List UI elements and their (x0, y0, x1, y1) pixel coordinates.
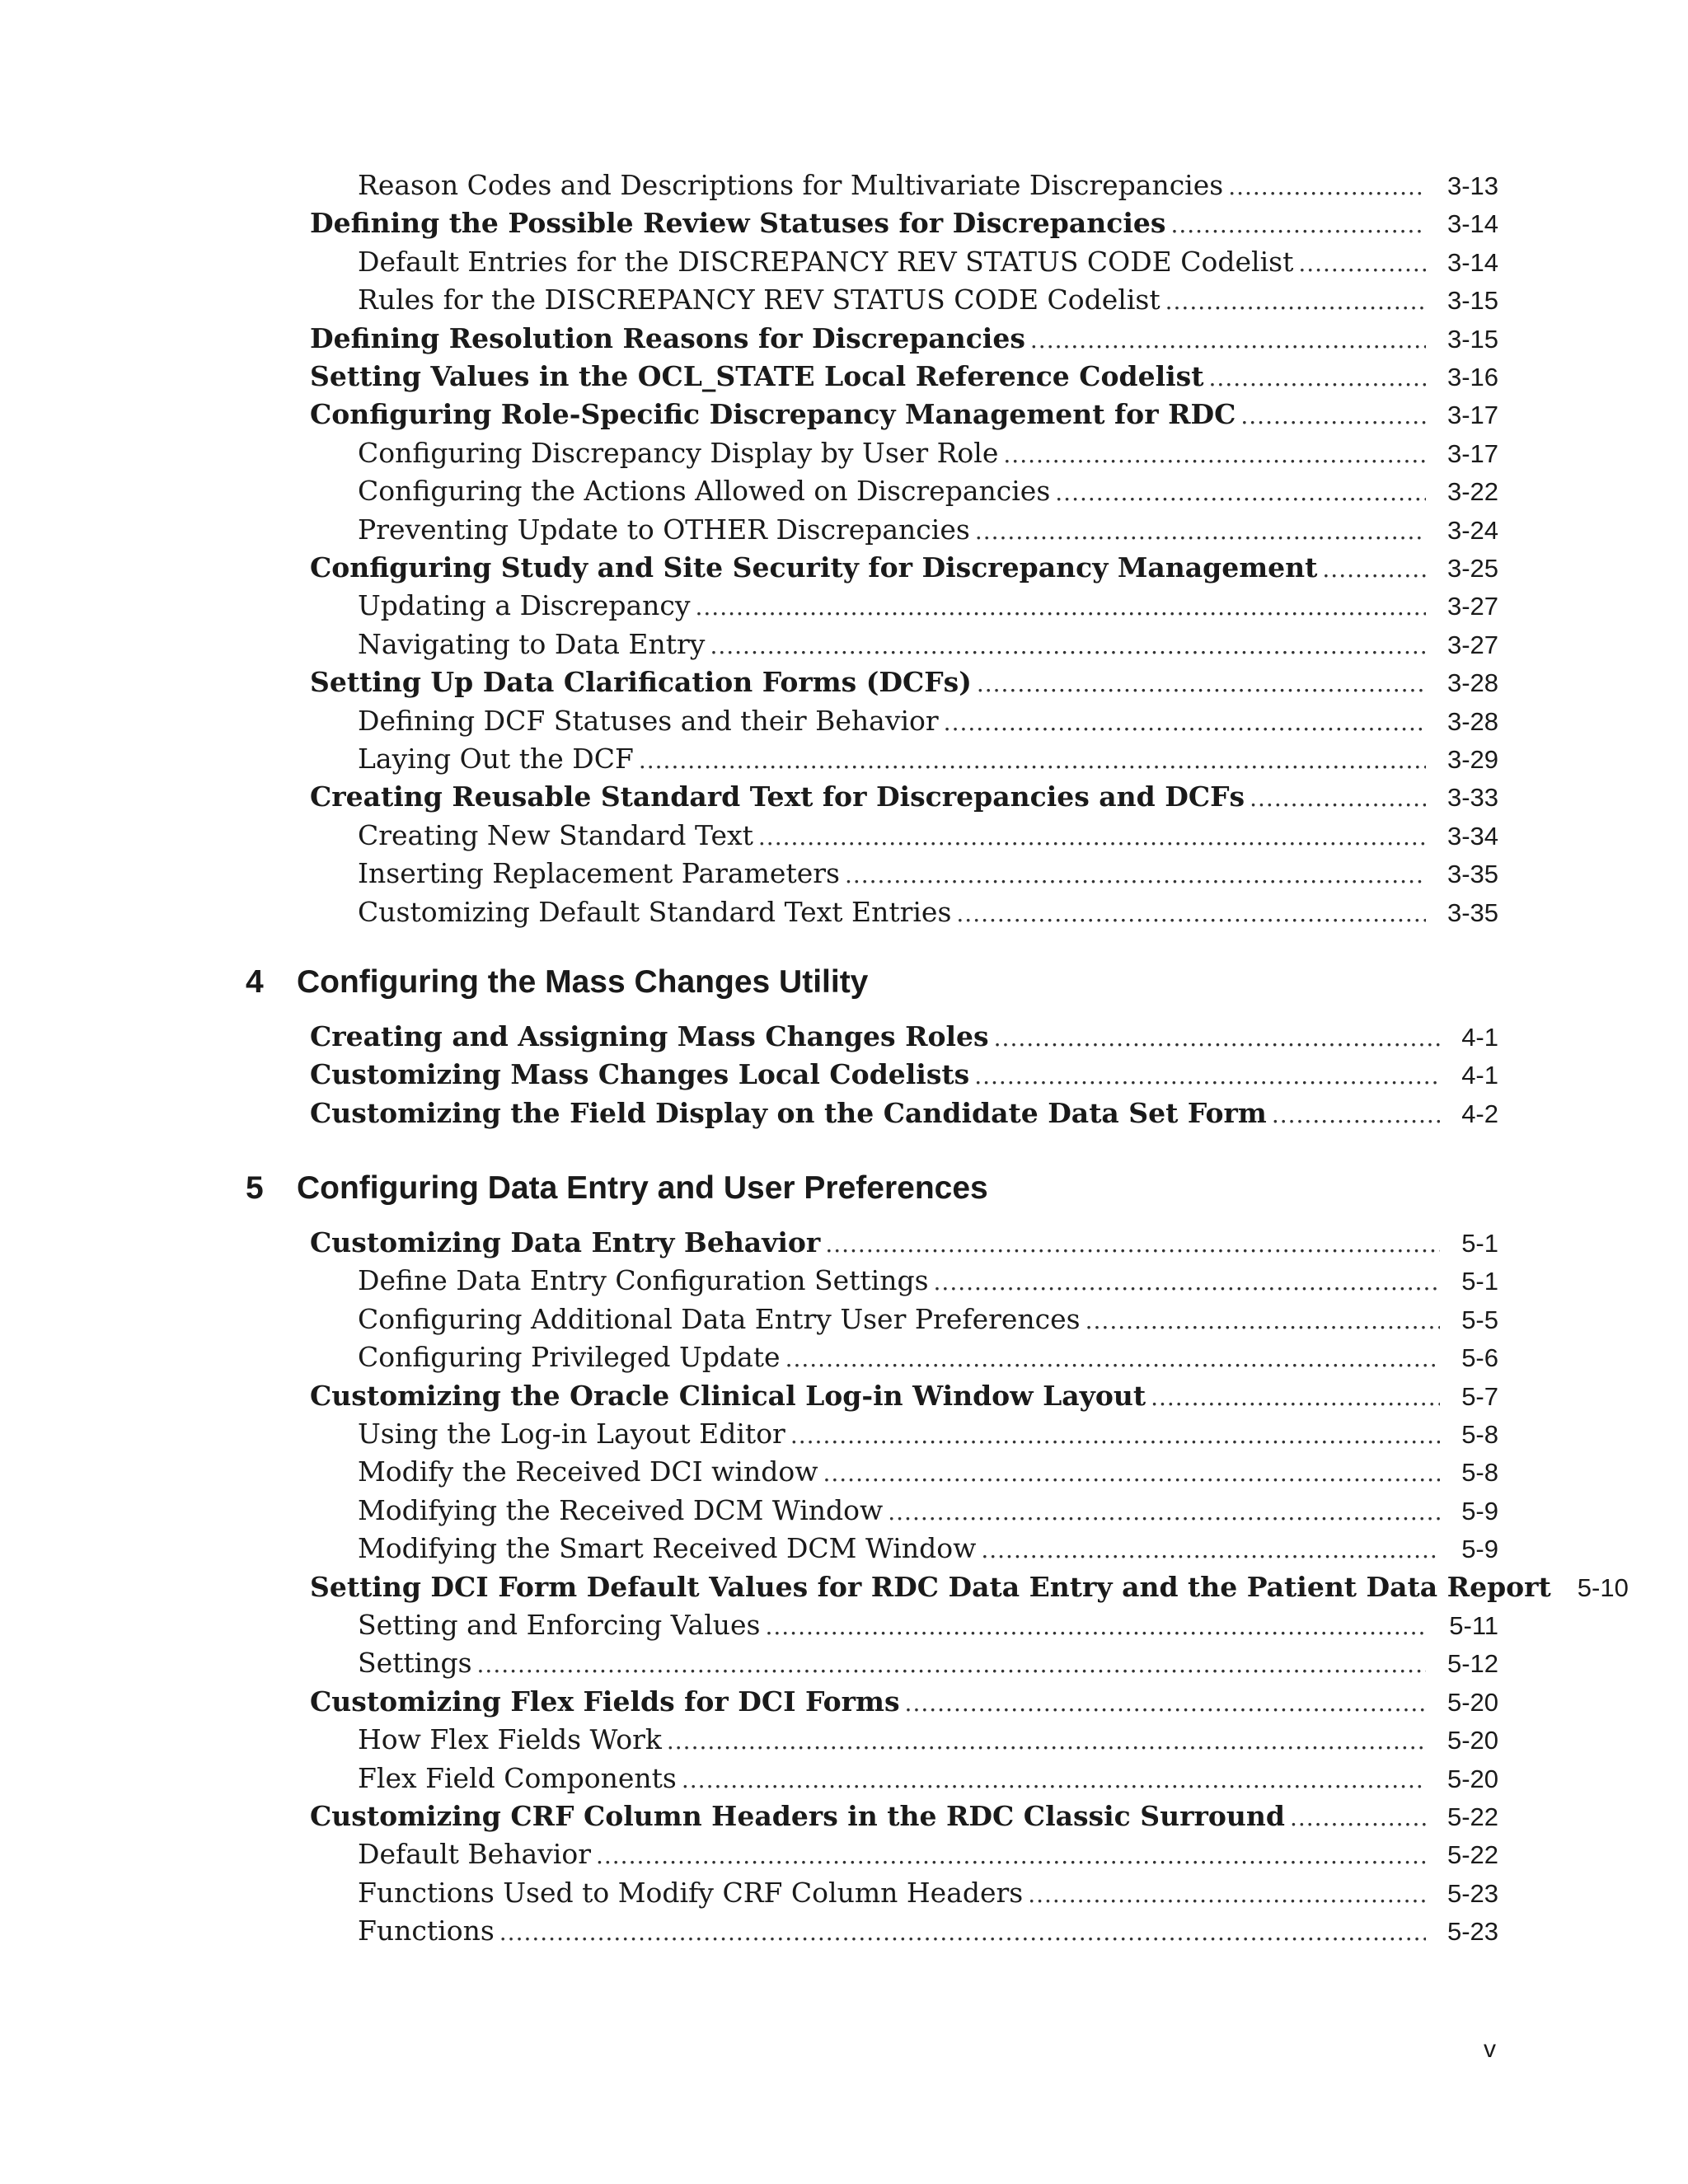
dot-leader (667, 1727, 1426, 1755)
toc-section-entry[interactable] (310, 1571, 1629, 1609)
toc-subsection-entry[interactable] (358, 628, 1498, 666)
entry-page-number: 3-35 (1447, 898, 1498, 927)
toc-section-entry[interactable] (310, 1800, 1498, 1838)
toc-section-entry[interactable] (310, 1020, 1498, 1058)
entry-title: Configuring the Actions Allowed on Discrepancies (358, 475, 1051, 507)
toc-subsection-entry[interactable] (358, 1838, 1498, 1876)
entry-page-number: 5-22 (1447, 1840, 1498, 1869)
dot-leader (994, 1024, 1441, 1052)
entry-title: Modifying the Received DCM Window (358, 1494, 884, 1526)
entry-title: Defining the Possible Review Statuses for Discrepancies (310, 207, 1166, 239)
toc-section-entry[interactable] (310, 1380, 1498, 1418)
toc-section-entry[interactable] (310, 1226, 1498, 1264)
toc-subsection-entry[interactable] (358, 1532, 1498, 1570)
dot-leader (696, 593, 1426, 621)
toc-section-entry[interactable] (310, 1685, 1498, 1723)
entry-page-number: 5-9 (1461, 1535, 1498, 1563)
dot-leader (596, 1842, 1426, 1869)
entry-title: Modifying the Smart Received DCM Window (358, 1532, 977, 1564)
dot-leader (790, 1422, 1440, 1449)
entry-page-number: 3-27 (1447, 592, 1498, 621)
entry-page-number: 5-5 (1461, 1305, 1498, 1334)
toc-subsection-entry[interactable] (358, 1303, 1498, 1341)
dot-leader (1322, 555, 1426, 583)
toc-subsection-entry[interactable] (358, 1647, 1498, 1685)
toc-subsection-entry[interactable] (358, 1264, 1498, 1302)
dot-leader (1272, 1101, 1440, 1128)
entry-title: Laying Out the DCF (358, 743, 634, 775)
dot-leader (499, 1919, 1426, 1946)
entry-title: How Flex Fields Work (358, 1723, 662, 1755)
dot-leader (710, 632, 1426, 659)
entry-page-number: 3-17 (1447, 439, 1498, 468)
entry-page-number: 4-1 (1461, 1061, 1498, 1090)
dot-leader (758, 823, 1426, 851)
entry-title: Setting and Enforcing Values (358, 1609, 761, 1641)
toc-section-entry[interactable] (310, 780, 1498, 818)
entry-page-number: 3-35 (1447, 860, 1498, 888)
toc-subsection-entry[interactable] (358, 1418, 1498, 1455)
toc-section-entry[interactable] (310, 207, 1498, 245)
entry-title: Creating New Standard Text (358, 819, 753, 851)
toc-subsection-entry[interactable] (358, 437, 1498, 475)
chapter-title[interactable]: Configuring the Mass Changes Utility (297, 964, 869, 1000)
dot-leader (1250, 785, 1426, 812)
entry-title: Reason Codes and Descriptions for Multivariate Discrepancies (358, 169, 1224, 201)
entry-page-number: 3-28 (1447, 668, 1498, 697)
chapter-number: 4 (246, 964, 264, 1000)
chapter-heading (246, 964, 868, 1001)
dot-leader (956, 900, 1426, 927)
entry-title: Creating Reusable Standard Text for Discrepancies and DCFs (310, 780, 1245, 813)
entry-page-number: 3-16 (1447, 363, 1498, 391)
entry-page-number: 5-22 (1447, 1802, 1498, 1831)
dot-leader (977, 670, 1426, 697)
toc-section-entry[interactable] (310, 398, 1498, 436)
entry-page-number: 3-29 (1447, 745, 1498, 774)
toc-subsection-entry[interactable] (358, 284, 1498, 321)
entry-page-number: 3-33 (1447, 783, 1498, 812)
entry-page-number: 3-25 (1447, 554, 1498, 583)
dot-leader (975, 518, 1426, 545)
entry-title: Updating a Discrepancy (358, 589, 691, 621)
entry-page-number: 4-1 (1461, 1023, 1498, 1052)
toc-subsection-entry[interactable] (358, 1341, 1498, 1379)
dot-leader (1298, 250, 1426, 277)
dot-leader (1028, 1881, 1426, 1908)
dot-leader (1055, 479, 1426, 506)
toc-subsection-entry[interactable] (358, 705, 1498, 743)
entry-title: Creating and Assigning Mass Changes Roles (310, 1020, 989, 1052)
entry-page-number: 3-15 (1447, 286, 1498, 315)
toc-subsection-entry[interactable] (358, 1877, 1498, 1915)
entry-title: Using the Log-in Layout Editor (358, 1418, 785, 1450)
entry-page-number: 3-22 (1447, 477, 1498, 506)
entry-title: Customizing the Oracle Clinical Log-in Window Layout (310, 1380, 1146, 1412)
entry-page-number: 3-24 (1447, 516, 1498, 545)
entry-title: Modify the Received DCI window (358, 1455, 818, 1488)
dot-leader (934, 1268, 1441, 1296)
entry-page-number: 5-1 (1461, 1267, 1498, 1296)
entry-title: Setting DCI Form Default Values for RDC Data Entry and the Patient Data Report (310, 1571, 1551, 1603)
dot-leader (823, 1460, 1440, 1487)
entry-page-number: 3-15 (1447, 325, 1498, 354)
entry-title: Customizing Data Entry Behavior (310, 1226, 821, 1258)
toc-subsection-entry[interactable] (358, 246, 1498, 284)
entry-title: Default Entries for the DISCREPANCY REV STATUS CODE Codelist (358, 246, 1294, 278)
dot-leader (825, 1230, 1440, 1258)
entry-title: Defining Resolution Reasons for Discrepancies (310, 322, 1025, 354)
dot-leader (639, 747, 1426, 774)
chapter-title[interactable]: Configuring Data Entry and User Preferences (297, 1170, 988, 1206)
dot-leader (682, 1766, 1426, 1793)
toc-subsection-entry[interactable] (358, 513, 1498, 551)
entry-page-number: 5-1 (1461, 1229, 1498, 1258)
entry-title: Flex Field Components (358, 1762, 677, 1794)
entry-title: Functions Used to Modify CRF Column Headers (358, 1877, 1024, 1909)
toc-subsection-entry[interactable] (358, 1915, 1498, 1952)
entry-page-number: 5-20 (1447, 1726, 1498, 1755)
chapter-heading (246, 1170, 988, 1207)
dot-leader (1209, 364, 1426, 391)
toc-subsection-entry[interactable] (358, 475, 1498, 513)
dot-leader (765, 1613, 1428, 1640)
entry-page-number: 5-8 (1461, 1458, 1498, 1487)
entry-title: Default Behavior (358, 1838, 591, 1870)
toc-subsection-entry[interactable] (358, 169, 1498, 207)
toc-section-entry[interactable] (310, 551, 1498, 589)
entry-page-number: 5-7 (1461, 1382, 1498, 1411)
entry-page-number: 3-14 (1447, 248, 1498, 277)
dot-leader (888, 1498, 1440, 1526)
toc-subsection-entry[interactable] (358, 1494, 1498, 1532)
dot-leader (1240, 402, 1426, 429)
entry-title: Configuring Role-Specific Discrepancy Management for RDC (310, 398, 1236, 430)
entry-page-number: 3-28 (1447, 707, 1498, 736)
dot-leader (1151, 1384, 1440, 1411)
toc-subsection-entry[interactable] (358, 896, 1498, 934)
toc-subsection-entry[interactable] (358, 1723, 1498, 1761)
page-folio: v (1484, 2036, 1496, 2063)
entry-title: Defining DCF Statuses and their Behavior (358, 705, 939, 737)
toc-subsection-entry[interactable] (358, 1609, 1498, 1647)
entry-title: Define Data Entry Configuration Settings (358, 1264, 929, 1296)
dot-leader (974, 1062, 1440, 1090)
entry-title: Navigating to Data Entry (358, 628, 706, 660)
dot-leader (1030, 326, 1426, 354)
entry-page-number: 5-20 (1447, 1688, 1498, 1717)
entry-page-number: 5-23 (1447, 1879, 1498, 1908)
entry-title: Configuring Additional Data Entry User Preferences (358, 1303, 1081, 1335)
toc-subsection-entry[interactable] (358, 589, 1498, 627)
dot-leader (944, 709, 1426, 736)
entry-page-number: 3-34 (1447, 822, 1498, 851)
toc-section-entry[interactable] (310, 322, 1498, 360)
dot-leader (477, 1651, 1426, 1678)
dot-leader (1003, 441, 1426, 468)
entry-page-number: 5-12 (1447, 1649, 1498, 1678)
entry-title: Customizing Default Standard Text Entries (358, 896, 952, 928)
dot-leader (981, 1536, 1440, 1563)
toc-subsection-entry[interactable] (358, 857, 1498, 895)
dot-leader (845, 861, 1426, 888)
toc-section-entry[interactable] (310, 666, 1498, 704)
entry-title: Inserting Replacement Parameters (358, 857, 840, 889)
dot-leader (785, 1345, 1441, 1372)
entry-page-number: 3-17 (1447, 401, 1498, 429)
entry-title: Setting Up Data Clarification Forms (DCFs) (310, 666, 972, 698)
toc-subsection-entry[interactable] (358, 743, 1498, 780)
entry-title: Configuring Discrepancy Display by User Role (358, 437, 999, 469)
entry-page-number: 5-11 (1449, 1611, 1498, 1640)
toc-subsection-entry[interactable] (358, 1455, 1498, 1493)
toc-subsection-entry[interactable] (358, 819, 1498, 857)
entry-title: Customizing CRF Column Headers in the RDC Classic Surround (310, 1800, 1285, 1832)
entry-title: Rules for the DISCREPANCY REV STATUS CODE Codelist (358, 284, 1160, 316)
entry-page-number: 3-13 (1447, 171, 1498, 200)
entry-title: Functions (358, 1915, 495, 1947)
toc-section-entry[interactable] (310, 360, 1498, 398)
chapter-number: 5 (246, 1170, 264, 1206)
entry-title: Configuring Study and Site Security for Discrepancy Management (310, 551, 1318, 583)
toc-section-entry[interactable] (310, 1058, 1498, 1096)
entry-page-number: 5-9 (1461, 1497, 1498, 1526)
entry-title: Customizing Flex Fields for DCI Forms (310, 1685, 900, 1718)
toc-section-entry[interactable] (310, 1097, 1498, 1135)
entry-page-number: 3-14 (1447, 209, 1498, 238)
entry-title: Setting Values in the OCL_STATE Local Reference Codelist (310, 360, 1204, 392)
toc-subsection-entry[interactable] (358, 1762, 1498, 1800)
entry-title: Settings (358, 1647, 472, 1679)
dot-leader (1165, 288, 1426, 315)
entry-title: Configuring Privileged Update (358, 1341, 781, 1373)
entry-page-number: 4-2 (1461, 1099, 1498, 1128)
entry-page-number: 5-8 (1461, 1420, 1498, 1449)
dot-leader (1170, 211, 1426, 238)
entry-page-number: 5-6 (1461, 1343, 1498, 1372)
entry-title: Customizing the Field Display on the Candidate Data Set Form (310, 1097, 1267, 1129)
entry-page-number: 3-27 (1447, 630, 1498, 659)
dot-leader (1290, 1804, 1426, 1831)
entry-title: Customizing Mass Changes Local Codelists (310, 1058, 970, 1090)
entry-page-number: 5-10 (1577, 1573, 1629, 1602)
entry-page-number: 5-20 (1447, 1765, 1498, 1793)
entry-title: Preventing Update to OTHER Discrepancies (358, 513, 970, 546)
dot-leader (905, 1690, 1426, 1717)
entry-page-number: 5-23 (1447, 1917, 1498, 1946)
dot-leader (1085, 1307, 1441, 1334)
dot-leader (1228, 173, 1426, 200)
